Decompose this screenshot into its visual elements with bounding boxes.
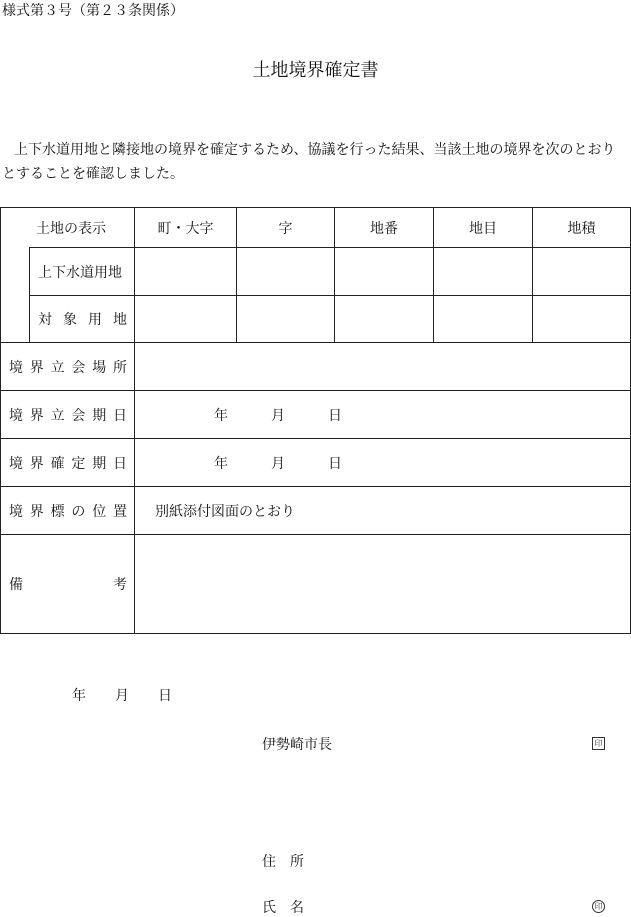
label-char: 地 xyxy=(113,312,127,328)
label-char: 境 xyxy=(9,503,23,520)
meeting-place-label xyxy=(9,343,127,390)
label-char: の xyxy=(71,503,86,520)
column-lot-number: 地番 xyxy=(370,220,398,237)
meeting-date-day-unit: 日 xyxy=(328,407,342,424)
column-land-category: 地目 xyxy=(469,220,497,237)
intro-text-line-2: とすることを確認しました。 xyxy=(2,166,184,182)
label-char: 日 xyxy=(112,407,127,424)
label-char: 象 xyxy=(63,312,77,328)
label-char: 界 xyxy=(29,455,44,472)
label-char: 会 xyxy=(71,407,86,424)
address-label-char-1: 住 xyxy=(262,854,276,870)
confirm-date-label xyxy=(9,439,127,486)
label-char: 確 xyxy=(50,455,65,472)
label-char: 境 xyxy=(9,407,23,424)
label-char: 界 xyxy=(29,407,44,424)
mayor-seal-mark: 印 xyxy=(592,737,605,750)
row-water-land-label: 上下水道用地 xyxy=(38,264,122,281)
label-char: 用 xyxy=(88,312,102,328)
sign-date-month-unit: 月 xyxy=(115,688,129,704)
row-target-land-label xyxy=(38,296,127,342)
label-char: 標 xyxy=(50,503,65,520)
label-char: 場 xyxy=(92,359,107,376)
confirm-date-month-unit: 月 xyxy=(271,455,285,472)
table-line xyxy=(29,247,30,342)
remarks-label xyxy=(9,535,127,633)
label-char: 期 xyxy=(92,407,107,424)
table-line xyxy=(134,207,135,634)
marker-position-value: 別紙添付図面のとおり xyxy=(155,503,295,520)
column-aza: 字 xyxy=(278,220,293,237)
label-char: 界 xyxy=(29,503,44,520)
marker-position-label xyxy=(9,487,127,534)
label-char: 日 xyxy=(112,455,127,472)
label-char: 境 xyxy=(9,359,23,376)
table-line xyxy=(0,207,1,634)
label-char: 立 xyxy=(50,407,65,424)
name-label-char-2: 名 xyxy=(290,900,304,916)
meeting-date-year-unit: 年 xyxy=(214,407,228,424)
label-char: 備 xyxy=(9,577,23,593)
land-display-label: 土地の表示 xyxy=(36,220,106,237)
intro-text-line-1: 上下水道用地と隣接地の境界を確定するため、協議を行った結果、当該土地の境界を次のとおり xyxy=(14,142,616,158)
table-line xyxy=(0,633,631,634)
label-char: 立 xyxy=(50,359,65,376)
sign-date-year-unit: 年 xyxy=(72,688,86,704)
mayor-title: 伊勢崎市長 xyxy=(262,737,332,753)
label-char: 会 xyxy=(71,359,86,376)
label-char: 定 xyxy=(71,455,86,472)
label-char: 境 xyxy=(9,455,23,472)
label-char: 界 xyxy=(29,359,44,376)
name-label-char-1: 氏 xyxy=(262,900,276,916)
column-area: 地積 xyxy=(567,220,596,237)
confirm-date-year-unit: 年 xyxy=(214,455,228,472)
meeting-date-label xyxy=(9,391,127,438)
name-seal-mark: 印 xyxy=(592,900,605,913)
label-char: 所 xyxy=(112,359,127,376)
document-title: 土地境界確定書 xyxy=(252,60,379,81)
label-char: 位 xyxy=(92,503,107,520)
label-char: 対 xyxy=(38,312,52,328)
form-number: 様式第３号（第２３条関係） xyxy=(2,3,184,19)
sign-date-day-unit: 日 xyxy=(158,688,172,704)
label-char: 考 xyxy=(113,577,127,593)
confirm-date-day-unit: 日 xyxy=(328,455,342,472)
label-char: 期 xyxy=(92,455,107,472)
column-town: 町・大字 xyxy=(157,220,214,237)
address-label-char-2: 所 xyxy=(290,854,304,870)
label-char: 置 xyxy=(112,503,127,520)
meeting-date-month-unit: 月 xyxy=(271,407,285,424)
